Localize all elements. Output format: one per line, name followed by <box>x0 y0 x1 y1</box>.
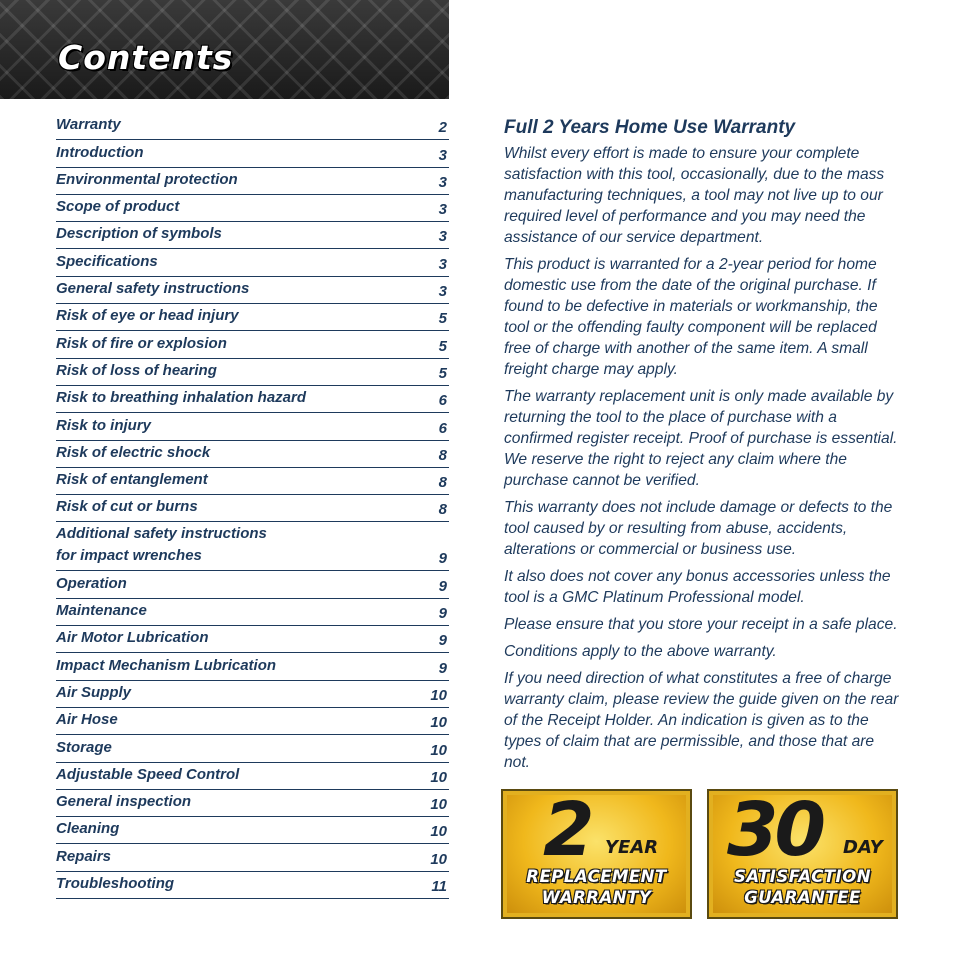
toc-entry-label: Risk of cut or burns <box>56 498 198 516</box>
toc-entry-label: Risk of loss of hearing <box>56 361 217 379</box>
toc-page-number: 8 <box>438 446 447 464</box>
toc-entry-label: Environmental protection <box>56 170 238 188</box>
toc-page-number: 3 <box>438 255 447 273</box>
toc-page-number: 10 <box>430 741 447 759</box>
toc-page-number: 6 <box>438 392 447 410</box>
toc-entry-label: Additional safety instructions for impact wrenches <box>56 525 267 565</box>
toc-page-number: 3 <box>438 146 447 164</box>
toc-page-number: 10 <box>430 796 447 814</box>
toc-page-number: 9 <box>438 632 447 650</box>
toc-entry-label: Air Hose <box>56 711 118 729</box>
toc-page-number: 9 <box>438 550 447 568</box>
badge-number: 30 <box>727 787 822 873</box>
toc-row[interactable] <box>56 872 449 899</box>
toc-entry-label: Risk to breathing inhalation hazard <box>56 389 307 407</box>
toc-row[interactable] <box>56 140 449 167</box>
toc-entry-label: Operation <box>56 574 127 592</box>
toc-entry-label: Risk of entanglement <box>56 471 208 489</box>
toc-row[interactable] <box>56 331 449 358</box>
toc-page-number: 6 <box>438 419 447 437</box>
toc-row[interactable] <box>56 571 449 598</box>
toc-row[interactable] <box>56 168 449 195</box>
toc-row[interactable] <box>56 681 449 708</box>
warranty-paragraph: Please ensure that you store your receipt in a safe place. <box>504 616 898 633</box>
warranty-paragraph: Conditions apply to the above warranty. <box>504 643 777 660</box>
warranty-section <box>504 117 904 779</box>
warranty-paragraph: This warranty does not include damage or defects to the tool caused by or resulting from abuse, accidents, alterations or commercial or business use. <box>504 499 893 558</box>
warranty-paragraph: If you need direction of what constitutes a free of charge warranty claim, please review the guide given on the rear of the Receipt Holder. An indication is given as to the types of claim that are permissible, and those that are not. <box>504 670 899 771</box>
toc-page-number: 5 <box>438 310 447 328</box>
badge-line-1: REPLACEMENT <box>526 867 667 886</box>
toc-page-number: 9 <box>438 605 447 623</box>
table-of-contents <box>56 113 449 899</box>
warranty-paragraph: It also does not cover any bonus accessories unless the tool is a GMC Platinum Professional model. <box>504 568 891 606</box>
toc-row[interactable] <box>56 522 449 571</box>
toc-page-number: 5 <box>438 337 447 355</box>
badge-line-2: GUARANTEE <box>744 888 861 907</box>
toc-row[interactable] <box>56 844 449 871</box>
toc-entry-label: Storage <box>56 738 112 756</box>
warranty-heading: Full 2 Years Home Use Warranty <box>504 117 796 138</box>
toc-page-number: 8 <box>438 474 447 492</box>
toc-row[interactable] <box>56 708 449 735</box>
toc-row[interactable] <box>56 249 449 276</box>
toc-entry-label: Risk of electric shock <box>56 443 211 461</box>
toc-row[interactable] <box>56 735 449 762</box>
toc-row[interactable] <box>56 653 449 680</box>
toc-page-number: 3 <box>438 283 447 301</box>
toc-row[interactable] <box>56 386 449 413</box>
warranty-paragraph: The warranty replacement unit is only made available by returning the tool to the place of purchase with a confirmed register receipt. Proof of purchase is essential. We reserve the right to reject any claim where the purchase cannot be verified. <box>504 388 898 489</box>
toc-entry-label: Warranty <box>56 116 121 134</box>
toc-page-number: 5 <box>438 364 447 382</box>
toc-entry-label: Specifications <box>56 252 158 270</box>
page-title: Contents <box>58 38 234 77</box>
badge-unit: DAY <box>843 837 883 858</box>
toc-row[interactable] <box>56 495 449 522</box>
toc-entry-label: Risk to injury <box>56 416 152 434</box>
toc-entry-label: Scope of product <box>56 198 180 216</box>
toc-page-number: 3 <box>438 201 447 219</box>
toc-page-number: 10 <box>430 686 447 704</box>
toc-page-number: 9 <box>438 577 447 595</box>
toc-row[interactable] <box>56 599 449 626</box>
toc-page-number: 9 <box>438 659 447 677</box>
toc-row[interactable] <box>56 468 449 495</box>
toc-entry-label: Risk of eye or head injury <box>56 307 239 325</box>
toc-entry-label: Troubleshooting <box>56 875 175 893</box>
toc-entry-label: Risk of fire or explosion <box>56 334 227 352</box>
toc-row[interactable] <box>56 195 449 222</box>
badge-unit: YEAR <box>605 837 659 858</box>
toc-page-number: 10 <box>430 714 447 732</box>
toc-row[interactable] <box>56 441 449 468</box>
toc-page-number: 8 <box>438 501 447 519</box>
toc-entry-label: Maintenance <box>56 602 147 620</box>
toc-page-number: 11 <box>431 878 447 896</box>
toc-entry-label: Air Supply <box>56 683 132 701</box>
toc-row[interactable] <box>56 304 449 331</box>
toc-page-number: 10 <box>430 850 447 868</box>
toc-entry-label: Repairs <box>56 847 112 865</box>
toc-row[interactable] <box>56 817 449 844</box>
toc-page-number: 10 <box>430 768 447 786</box>
toc-entry-label: Cleaning <box>56 820 120 838</box>
toc-page-number: 2 <box>438 119 447 137</box>
satisfaction-guarantee-badge <box>707 789 898 919</box>
toc-entry-label: General inspection <box>56 793 192 811</box>
toc-entry-label: Introduction <box>56 143 144 161</box>
toc-row[interactable] <box>56 790 449 817</box>
toc-row[interactable] <box>56 277 449 304</box>
badge-line-1: SATISFACTION <box>733 867 872 886</box>
contents-header-plate <box>0 0 449 99</box>
badge-line-2: WARRANTY <box>541 888 652 907</box>
toc-entry-label: Description of symbols <box>56 225 222 243</box>
toc-page-number: 3 <box>438 228 447 246</box>
toc-row[interactable] <box>56 222 449 249</box>
toc-entry-label: General safety instructions <box>56 280 250 298</box>
toc-row[interactable] <box>56 763 449 790</box>
toc-page-number: 10 <box>430 823 447 841</box>
toc-row[interactable] <box>56 113 449 140</box>
warranty-paragraph: This product is warranted for a 2-year period for home domestic use from the date of the original purchase. If found to be defective in materials or workmanship, the tool or the offending faulty component will be replaced free of charge with another of the same item. A small freight charge may apply. <box>504 256 878 378</box>
toc-row[interactable] <box>56 626 449 653</box>
toc-page-number: 3 <box>438 173 447 191</box>
badge-number: 2 <box>543 787 591 873</box>
replacement-warranty-badge <box>501 789 692 919</box>
toc-entry-label: Impact Mechanism Lubrication <box>56 656 277 674</box>
toc-entry-label: Adjustable Speed Control <box>56 765 240 783</box>
toc-row[interactable] <box>56 359 449 386</box>
toc-row[interactable] <box>56 413 449 440</box>
toc-entry-label: Air Motor Lubrication <box>56 629 209 647</box>
warranty-paragraph: Whilst every effort is made to ensure your complete satisfaction with this tool, occasionally, due to the mass manufacturing techniques, a tool may not live up to our required level of performance and you may need the assistance of our service department. <box>504 145 885 246</box>
